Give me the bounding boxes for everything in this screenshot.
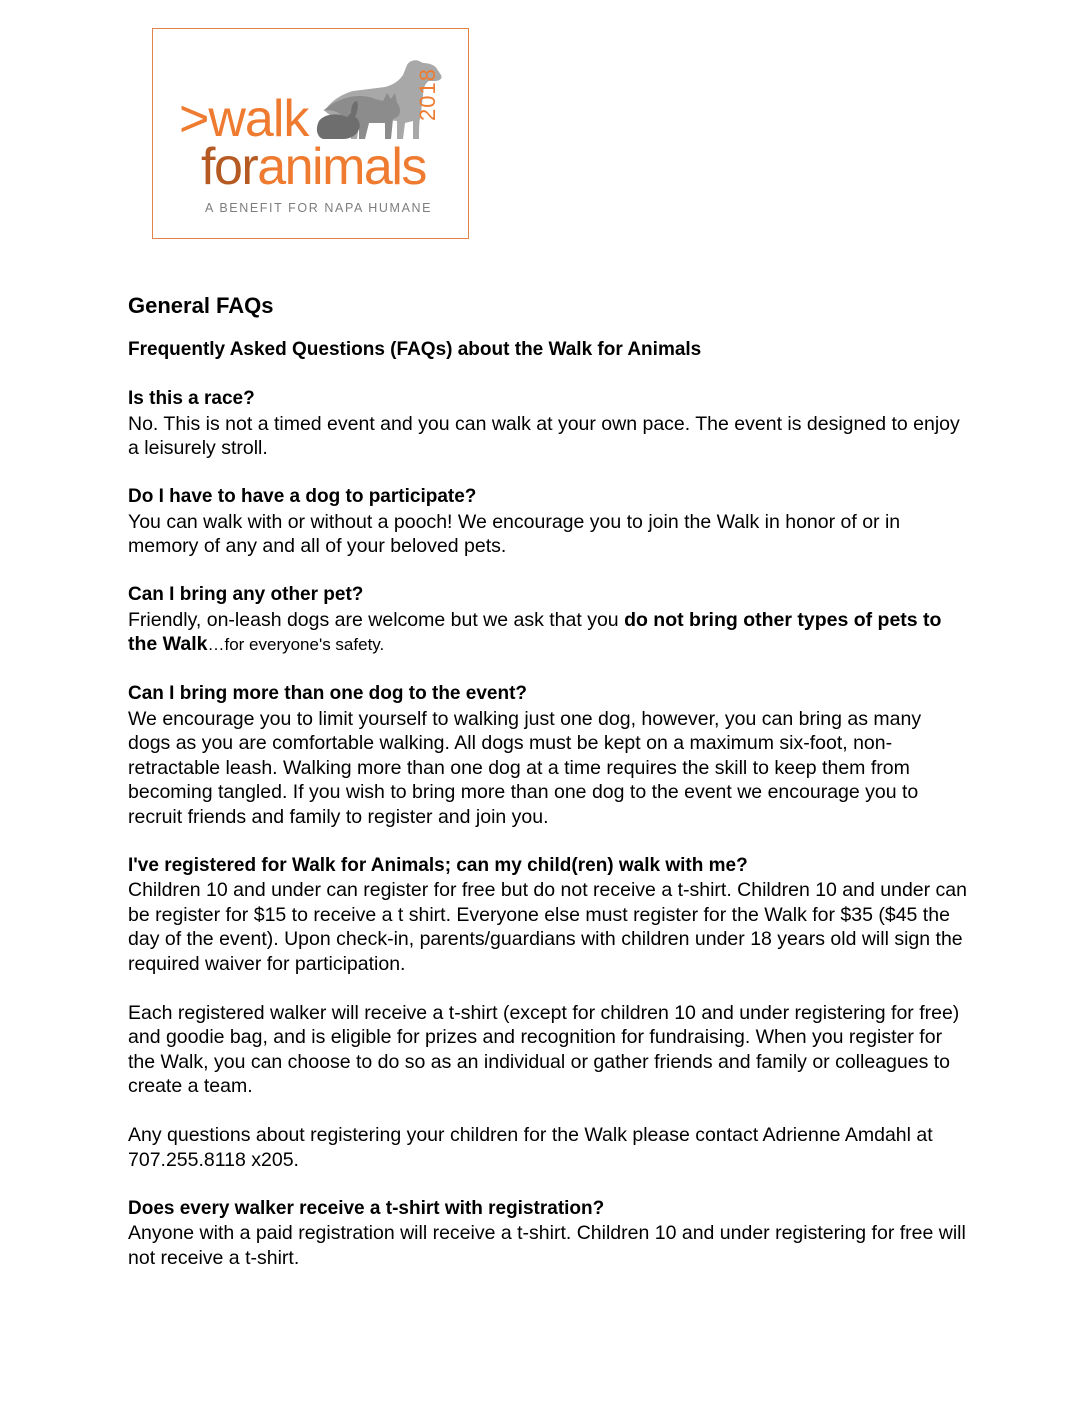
- faq-answer: [128, 608, 968, 658]
- faq-answer: You can walk with or without a pooch! We encourage you to join the Walk in honor of or in memory of any and all of your beloved pets.: [128, 510, 901, 557]
- logo-for-animals-text: foranimals: [201, 138, 426, 196]
- faq-question: Can I bring any other pet?: [128, 584, 364, 605]
- faq-answer-text: Friendly, on-leash dogs are welcome but we ask that you: [128, 608, 625, 631]
- faq-item: [128, 682, 968, 829]
- page-title: General FAQs: [128, 293, 274, 318]
- faq-answer-text: …for everyone's safety.: [207, 635, 385, 654]
- faq-item: [128, 387, 968, 461]
- faq-answer-emphasis: do not bring other types of pets to the Walk: [128, 608, 942, 655]
- logo-year: 2018: [415, 68, 440, 121]
- faq-question: Is this a race?: [128, 388, 255, 409]
- body-paragraph: Each registered walker will receive a t-shirt (except for children 10 and under registering for free) and goodie bag, and is eligible for prizes and recognition for fundraising. When you register for the Walk, you can choose to do so as an individual or gather friends and family or colleagues to create a team.: [128, 1001, 960, 1097]
- faq-question: I've registered for Walk for Animals; can my child(ren) walk with me?: [128, 854, 748, 876]
- faq-subtitle: Frequently Asked Questions (FAQs) about the Walk for Animals: [128, 339, 702, 360]
- faq-answer: Children 10 and under can register for free but do not receive a t-shirt. Children 10 and under can be register for $15 to receive a t shirt. Everyone else must register for the Walk for $35 ($45 the day of the event). Upon check-in, parents/guardians with children under 18 years old will sign the required waiver for participation.: [128, 879, 967, 975]
- faq-question: Can I bring more than one dog to the event?: [128, 683, 528, 704]
- faq-answer: Anyone with a paid registration will receive a t-shirt. Children 10 and under registering for free will not receive a t-shirt.: [128, 1222, 966, 1269]
- faq-question: Do I have to have a dog to participate?: [128, 486, 477, 507]
- faq-item: [128, 583, 968, 658]
- faq-item: [128, 485, 968, 559]
- contact-paragraph: Any questions about registering your children for the Walk please contact Adrienne Amdahl at 707.255.8118 x205.: [128, 1124, 933, 1171]
- faq-answer: No. This is not a timed event and you can walk at your own pace. The event is designed to enjoy a leisurely stroll.: [128, 412, 960, 459]
- walk-for-animals-logo: [152, 28, 469, 239]
- logo-walk-text: >walk: [179, 90, 309, 148]
- faq-item: [128, 1197, 968, 1271]
- faq-question: Does every walker receive a t-shirt with registration?: [128, 1197, 605, 1219]
- faq-item: [128, 854, 968, 977]
- faq-document: [128, 288, 968, 1295]
- logo-benefit-text: A BENEFIT FOR NAPA HUMANE: [205, 201, 433, 215]
- faq-answer: We encourage you to limit yourself to walking just one dog, however, you can bring as many dogs as you are comfortable walking. All dogs must be kept on a maximum six-foot, non-retractable leash. Walking more than one dog at a time requires the skill to keep them from becoming tangled. If you wish to bring more than one dog to the event we encourage you to recruit friends and family to register and join you.: [128, 707, 922, 828]
